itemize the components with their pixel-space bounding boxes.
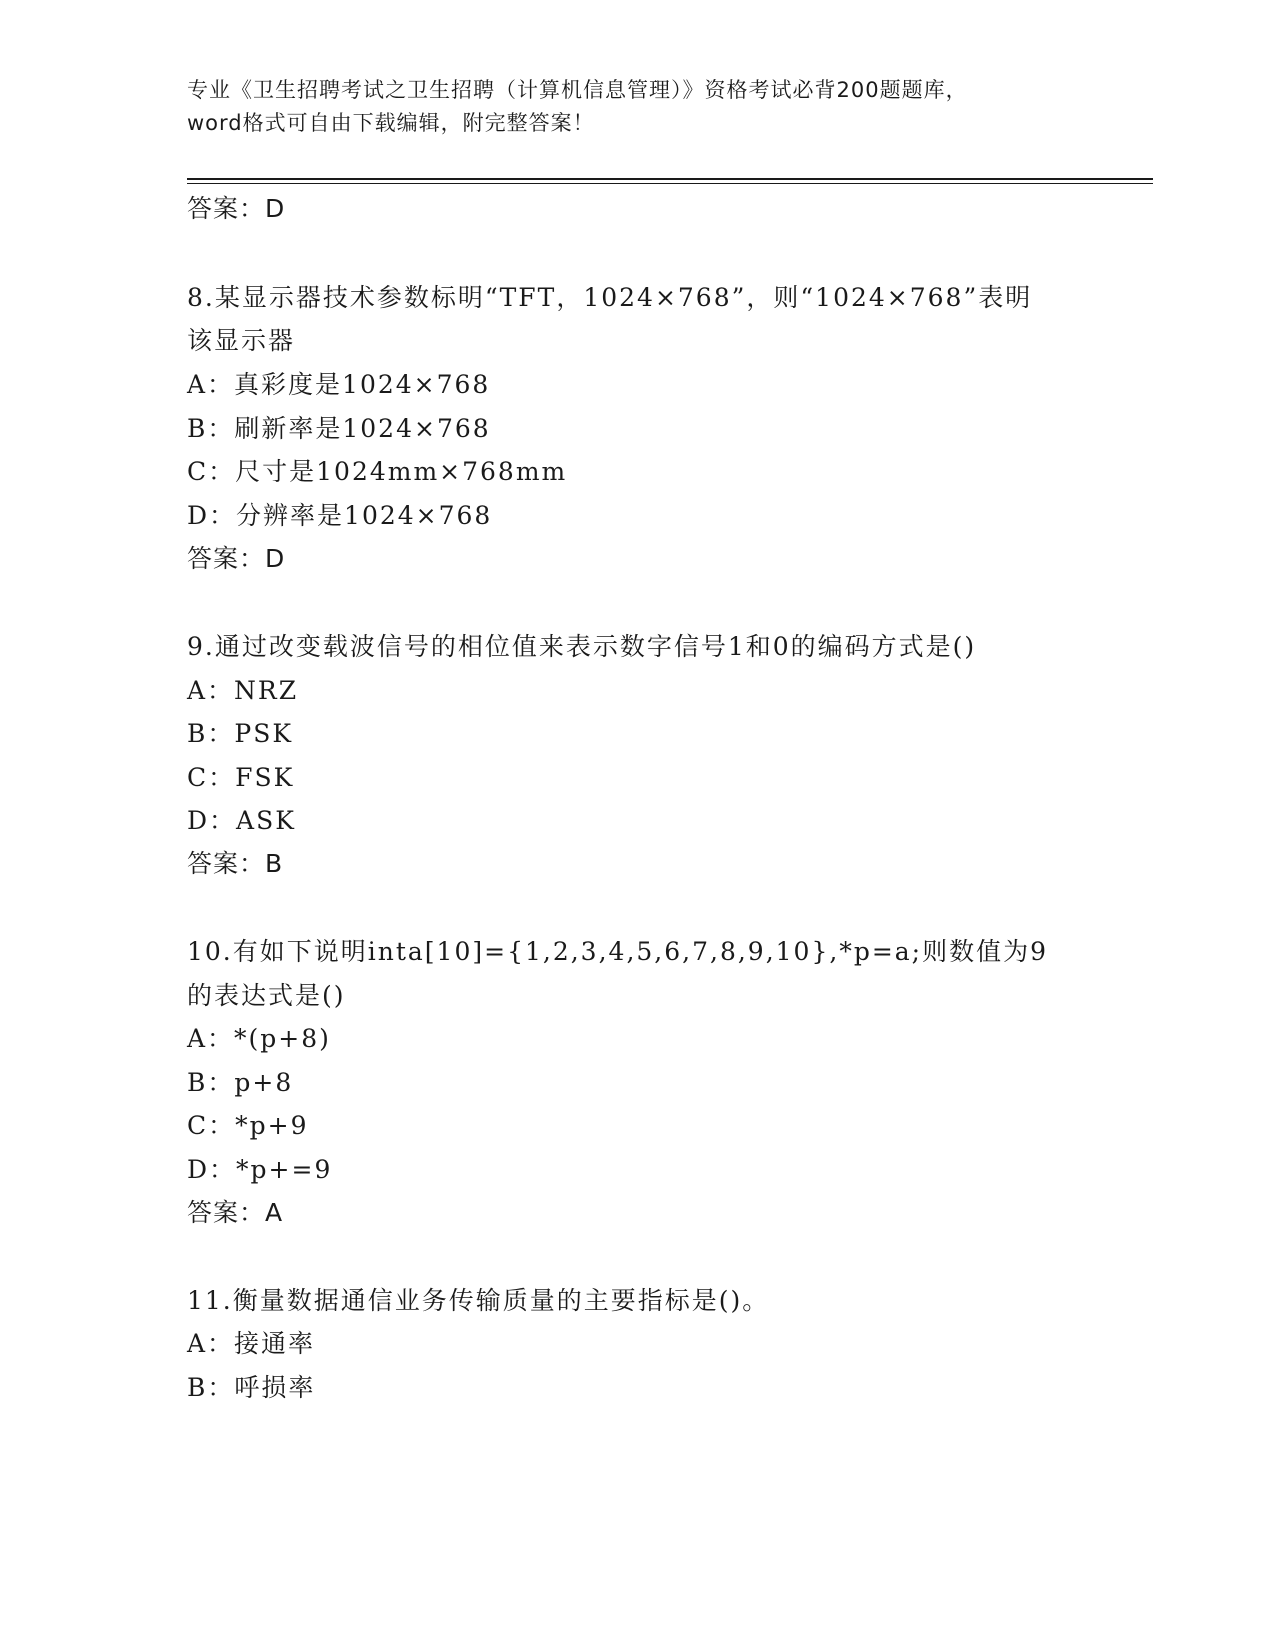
q11-option-a: A：接通率	[187, 1329, 316, 1358]
q9-option-b: B：PSK	[187, 719, 293, 748]
q11-stem-line-1: 11.衡量数据通信业务传输质量的主要指标是()。	[187, 1286, 770, 1315]
q9-option-a: A：NRZ	[187, 676, 299, 705]
q10-stem-line-1: 10.有如下说明inta[10]={1,2,3,4,5,6,7,8,9,10},*p=a;则数值为9	[187, 937, 1048, 966]
header-divider-thick	[187, 178, 1153, 180]
q9-stem-line-1: 9.通过改变载波信号的相位值来表示数字信号1和0的编码方式是()	[187, 632, 977, 661]
q8-option-d: D：分辨率是1024×768	[187, 501, 493, 530]
q8-stem-line-1: 8.某显示器技术参数标明“TFT，1024×768”，则“1024×768”表明	[187, 283, 1033, 312]
q11-option-b: B：呼损率	[187, 1373, 316, 1402]
header-line-1: 专业《卫生招聘考试之卫生招聘（计算机信息管理）》资格考试必背200题题库，	[187, 78, 968, 102]
q9-answer: 答案：B	[187, 849, 284, 878]
q8-answer: 答案：D	[187, 544, 286, 573]
header-line-2: word格式可自由下载编辑，附完整答案！	[187, 111, 595, 135]
q10-option-a: A：*(p+8)	[187, 1024, 331, 1053]
header-divider-thin	[187, 183, 1153, 184]
document-header	[187, 74, 1087, 140]
q10-option-b: B：p+8	[187, 1068, 294, 1097]
q10-option-c: C：*p+9	[187, 1111, 309, 1140]
q10-option-d: D：*p+=9	[187, 1155, 333, 1184]
q9-option-d: D：ASK	[187, 806, 296, 835]
prev-answer: 答案：D	[187, 194, 286, 223]
q10-stem-line-2: 的表达式是()	[187, 981, 346, 1010]
q8-option-c: C：尺寸是1024mm×768mm	[187, 457, 568, 486]
q9-option-c: C：FSK	[187, 763, 295, 792]
q8-option-a: A：真彩度是1024×768	[187, 370, 491, 399]
q8-stem-line-2: 该显示器	[187, 326, 296, 355]
q8-option-b: B：刷新率是1024×768	[187, 414, 491, 443]
q10-answer: 答案：A	[187, 1198, 284, 1227]
